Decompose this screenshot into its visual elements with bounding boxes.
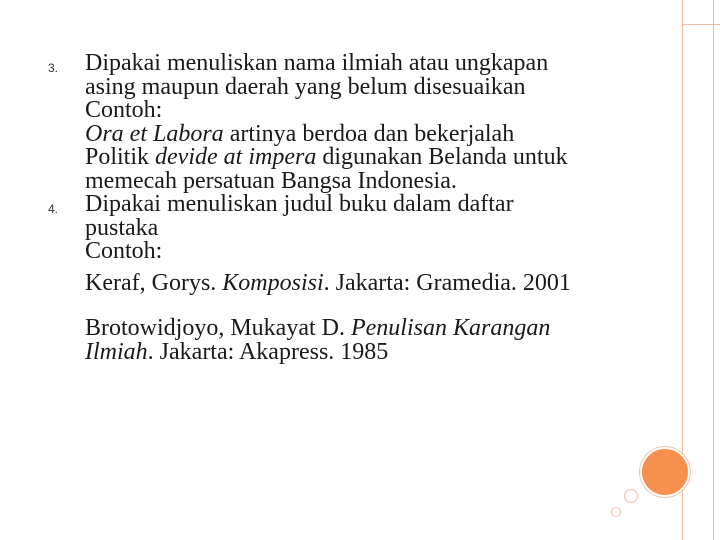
italic-phrase: devide at impera bbox=[155, 144, 317, 170]
example-line: memecah persatuan Bangsa Indonesia. bbox=[85, 167, 457, 194]
reference-author: Brotowidjoyo, Mukayat D. bbox=[85, 315, 351, 341]
frame-line-top bbox=[682, 24, 720, 25]
reference-title: Ilmiah bbox=[85, 338, 148, 365]
item-text-line: pustaka bbox=[85, 214, 159, 241]
italic-phrase: Ora et Labora bbox=[85, 120, 224, 147]
item-text-line: Dipakai menuliskan nama ilmiah atau ungkapan bbox=[85, 50, 549, 76]
item-text-line: asing maupun daerah yang belum disesuaikan bbox=[85, 73, 526, 100]
example-line bbox=[85, 120, 648, 147]
reference-title: Komposisi bbox=[222, 269, 324, 296]
example-label: Contoh: bbox=[85, 238, 163, 264]
reference-publisher: . Jakarta: Gramedia. 2001 bbox=[323, 269, 571, 296]
example-text: artinya berdoa dan bekerjalah bbox=[223, 120, 515, 147]
reference-entry bbox=[85, 317, 648, 341]
reference-entry-cont bbox=[85, 338, 648, 365]
decorative-circle-large bbox=[640, 447, 690, 497]
decorative-circle-tiny bbox=[611, 507, 621, 517]
item-text-line: Dipakai menuliskan judul buku dalam daftar bbox=[85, 191, 514, 217]
example-text: digunakan Belanda untuk bbox=[316, 144, 568, 170]
list-item-4 bbox=[48, 193, 648, 364]
list-number: 4. bbox=[48, 202, 59, 216]
reference-publisher: . Jakarta: Akapress. 1985 bbox=[147, 338, 389, 365]
reference-author: Keraf, Gorys. bbox=[85, 269, 223, 296]
example-label: Contoh: bbox=[85, 97, 163, 123]
decorative-circle-small bbox=[624, 489, 638, 503]
list-number: 3. bbox=[48, 61, 59, 75]
example-line bbox=[85, 146, 648, 170]
slide-content bbox=[48, 52, 648, 364]
list-item-3 bbox=[48, 52, 648, 193]
example-text: Politik bbox=[85, 144, 156, 170]
frame-line-outer bbox=[713, 0, 714, 540]
reference-entry bbox=[85, 269, 648, 296]
reference-title: Penulisan Karangan bbox=[350, 315, 551, 341]
